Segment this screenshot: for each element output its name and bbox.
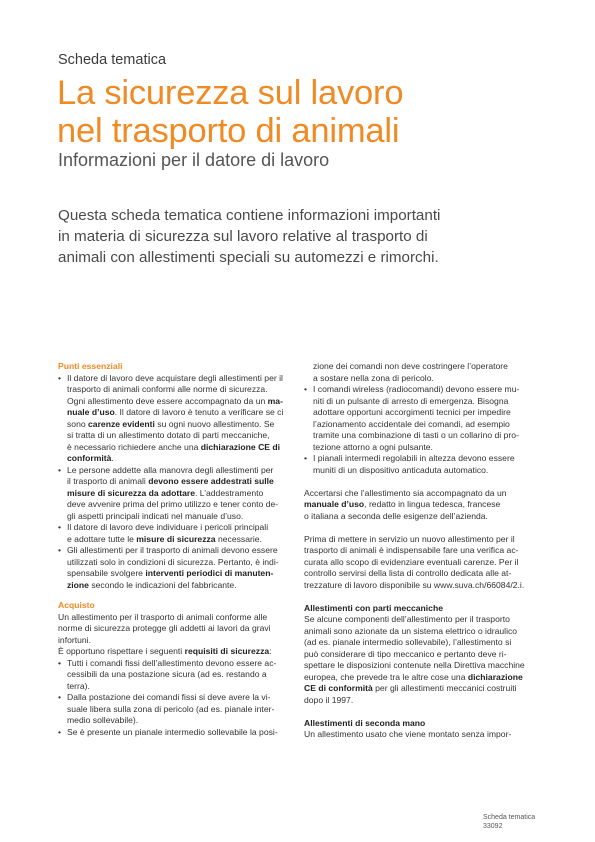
- text-line: [67, 407, 290, 419]
- text-line: l’azionamento accidentale dei comandi, ad esempio: [313, 418, 510, 429]
- bold-run: carenze evidenti: [88, 418, 155, 429]
- bold-run: nuale d’uso: [67, 407, 115, 417]
- list-item: [304, 384, 536, 453]
- bullet-icon: •: [58, 545, 62, 555]
- intro-line: in materia di sicurezza sul lavoro relative al trasporto di: [58, 228, 428, 245]
- text-line: [67, 580, 290, 592]
- text-line: infortuni.: [58, 634, 91, 645]
- title-line: La sicurezza sul lavoro: [57, 74, 404, 112]
- bold-run: requisiti di sicurezza: [184, 646, 270, 656]
- section-heading-seconda-mano: Allestimenti di seconda mano: [304, 717, 426, 728]
- text-line: norme di sicurezza protegge gli addetti ai lavori da gravi: [58, 623, 271, 633]
- bold-run: dichiarazione CE di: [200, 441, 281, 452]
- text-line: suale libera sulla zona di pericolo (ad es. pianale inter-: [67, 703, 275, 714]
- text-line: I comandi wireless (radiocomandi) devono essere mu-: [313, 384, 520, 394]
- page-title: [57, 74, 403, 150]
- text-line: animali sono azionate da un sistema elettrico o idraulico: [304, 625, 518, 636]
- text-line: trasporto di animali è indispensabile fare una verifica ac-: [304, 545, 519, 555]
- text-line: terra).: [67, 680, 90, 691]
- text-run: e adottare tutte le: [67, 533, 137, 544]
- bold-run: manuale d’uso: [304, 499, 365, 509]
- section-heading-acquisto: Acquisto: [58, 600, 95, 610]
- list-item: [58, 658, 290, 693]
- list-item-continued: [304, 361, 536, 384]
- bold-run: CE di conformità: [304, 683, 373, 693]
- text-line: [67, 534, 290, 546]
- text-line: trasporto di animali conformi alle norme di sicurezza.: [67, 384, 268, 394]
- title-line: nel trasporto di animali: [57, 112, 400, 150]
- text-line: utilizzati solo in condizioni di sicurezza. Pertanto, è indi-: [67, 556, 279, 567]
- list-item: [304, 453, 536, 476]
- text-line: Un allestimento usato che viene montato senza impor-: [304, 729, 512, 739]
- text-line: [67, 419, 290, 431]
- bullet-icon: •: [58, 522, 62, 532]
- text-line: Un allestimento per il trasporto di animali conforme alle: [58, 611, 268, 622]
- bold-run: devono essere addestrati sulle: [148, 476, 274, 486]
- section-heading-parti-meccaniche: Allestimenti con parti meccaniche: [304, 602, 443, 613]
- text-run: secondo le indicazioni del fabbricante.: [88, 579, 237, 590]
- bullet-icon: •: [58, 726, 62, 737]
- bold-run: ma-: [267, 395, 283, 406]
- text-line: Dalla postazione dei comandi fissi si deve avere la vi-: [67, 692, 271, 702]
- text-line: [67, 476, 290, 488]
- page-subtitle: Informazioni per il datore di lavoro: [58, 150, 330, 170]
- text-line: (ad es. pianale intermedio sollevabile), l’allestimento si: [304, 637, 512, 647]
- footer-label: Scheda tematica: [483, 814, 536, 821]
- bold-run: conformità: [67, 453, 112, 463]
- text-line: adottare opportuni accorgimenti tecnici per impedire: [313, 407, 511, 417]
- right-column: [304, 361, 536, 741]
- text-line: Se alcune componenti dell’allestimento per il trasporto: [304, 614, 510, 624]
- text-line: niti di un pulsante di arresto di emergenza. Bisogna: [313, 395, 509, 406]
- text-line: curata allo scopo di evidenziare eventuali carenze. Per il: [304, 556, 519, 567]
- text-line: muniti di un dispositivo anticaduta automatico.: [313, 464, 489, 475]
- bullet-icon: •: [304, 384, 308, 394]
- text-line: [67, 453, 290, 465]
- text-line: dopo il 1997.: [304, 694, 354, 705]
- footer-code: 33092: [483, 823, 503, 830]
- text-line: [67, 488, 290, 500]
- intro-paragraph: [58, 205, 478, 268]
- bullet-icon: •: [58, 692, 62, 702]
- bullet-icon: •: [58, 372, 62, 383]
- kicker: Scheda tematica: [58, 52, 167, 68]
- text-line: [304, 499, 536, 511]
- bold-run: interventi periodici di manuten-: [145, 568, 274, 578]
- text-line: I pianali intermedi regolabili in altezza devono essere: [313, 453, 515, 463]
- bold-run: misure di sicurezza: [136, 533, 216, 544]
- text-line: spettare le disposizioni contenute nella Direttiva macchine: [304, 660, 525, 670]
- list-item: [58, 373, 290, 465]
- text-line: Le persone addette alla manovra degli allestimenti per: [67, 464, 274, 475]
- text-line: Il datore di lavoro deve individuare i pericoli principali: [67, 522, 269, 532]
- text-line: si tratta di un allestimento dotato di parti meccaniche,: [67, 430, 270, 440]
- text-run: , redatto in lingua tedesca, francese: [364, 499, 501, 509]
- text-line: [304, 683, 536, 695]
- text-line: cessibili da una postazione sicura (ad es. restando a: [67, 669, 267, 679]
- text-run: è necessario richiedere anche una: [67, 441, 201, 452]
- text-run: . L’addestramento: [195, 487, 264, 498]
- list-item: [58, 465, 290, 523]
- list-item: [58, 692, 290, 727]
- text-run: su ogni nuovo allestimento. Se: [154, 418, 275, 429]
- text-run: Ogni allestimento deve essere accompagnato da un: [67, 395, 268, 406]
- text-line: Prima di mettere in servizio un nuovo allestimento per il: [304, 533, 515, 544]
- text-line: [67, 442, 290, 454]
- text-line: tramite una combinazione di tasti o un collarino di pro-: [313, 430, 519, 440]
- text-run: . Il datore di lavoro è tenuto a verificare se ci: [114, 407, 284, 417]
- text-line: Il datore di lavoro deve acquistare degli allestimenti per il: [67, 372, 283, 383]
- text-run: :: [269, 646, 272, 656]
- text-line: gli aspetti principali indicati nel manuale d’uso.: [67, 510, 244, 521]
- text-line: trezzature di lavoro disponibile su www.suva.ch/66084/2.i.: [304, 579, 525, 590]
- text-run: il trasporto di animali: [67, 476, 149, 486]
- text-line: Accertarsi che l’allestimento sia accompagnato da un: [304, 487, 507, 498]
- text-run: per gli allestimenti meccanici costruiti: [372, 683, 517, 693]
- text-line: controllo servirsi della lista di controllo dedicata alle at-: [304, 568, 512, 578]
- bold-run: dichiarazione: [467, 671, 523, 682]
- text-line: zione dei comandi non deve costringere l’operatore: [313, 361, 508, 371]
- bullet-icon: •: [58, 657, 62, 668]
- text-run: .: [111, 453, 114, 463]
- text-line: [67, 568, 290, 580]
- text-run: necessarie.: [215, 533, 262, 544]
- list-item: [58, 727, 290, 739]
- text-line: deve avvenire prima del primo utilizzo e tener conto de-: [67, 499, 279, 509]
- text-line: o italiana a seconda delle esigenze dell’azienda.: [304, 510, 488, 521]
- bullet-icon: •: [58, 464, 62, 475]
- left-column: [58, 361, 290, 738]
- text-line: Se è presente un pianale intermedio sollevabile la posi-: [67, 726, 278, 737]
- intro-line: Questa scheda tematica contiene informazioni importanti: [58, 207, 441, 224]
- text-line: può considerare di tipo meccanico e pertanto deve ri-: [304, 648, 507, 659]
- text-line: [67, 396, 290, 408]
- text-line: medio sollevabile).: [67, 715, 139, 725]
- bold-run: misure di sicurezza da adottare: [67, 487, 195, 498]
- text-run: sono: [67, 418, 89, 429]
- list-item: [58, 522, 290, 545]
- section-heading-punti-essenziali: Punti essenziali: [58, 361, 123, 371]
- text-line: Tutti i comandi fissi dell’allestimento devono essere ac-: [67, 657, 277, 668]
- bold-run: zione: [67, 579, 89, 590]
- text-line: tezione attorno a ogni pulsante.: [313, 441, 433, 452]
- intro-line: animali con allestimenti speciali su automezzi e rimorchi.: [58, 249, 439, 266]
- page-footer: [483, 813, 535, 831]
- bullet-icon: •: [304, 453, 308, 463]
- text-run: È opportuno rispettare i seguenti: [58, 646, 185, 656]
- text-run: europea, che prevede tra le altre cose una: [304, 671, 468, 682]
- text-run: spensabile svolgere: [67, 568, 146, 578]
- text-line: a sostare nella zona di pericolo.: [313, 372, 434, 383]
- text-line: [58, 646, 290, 658]
- text-line: [304, 672, 536, 684]
- text-line: Gli allestimenti per il trasporto di animali devono essere: [67, 545, 278, 555]
- list-item: [58, 545, 290, 591]
